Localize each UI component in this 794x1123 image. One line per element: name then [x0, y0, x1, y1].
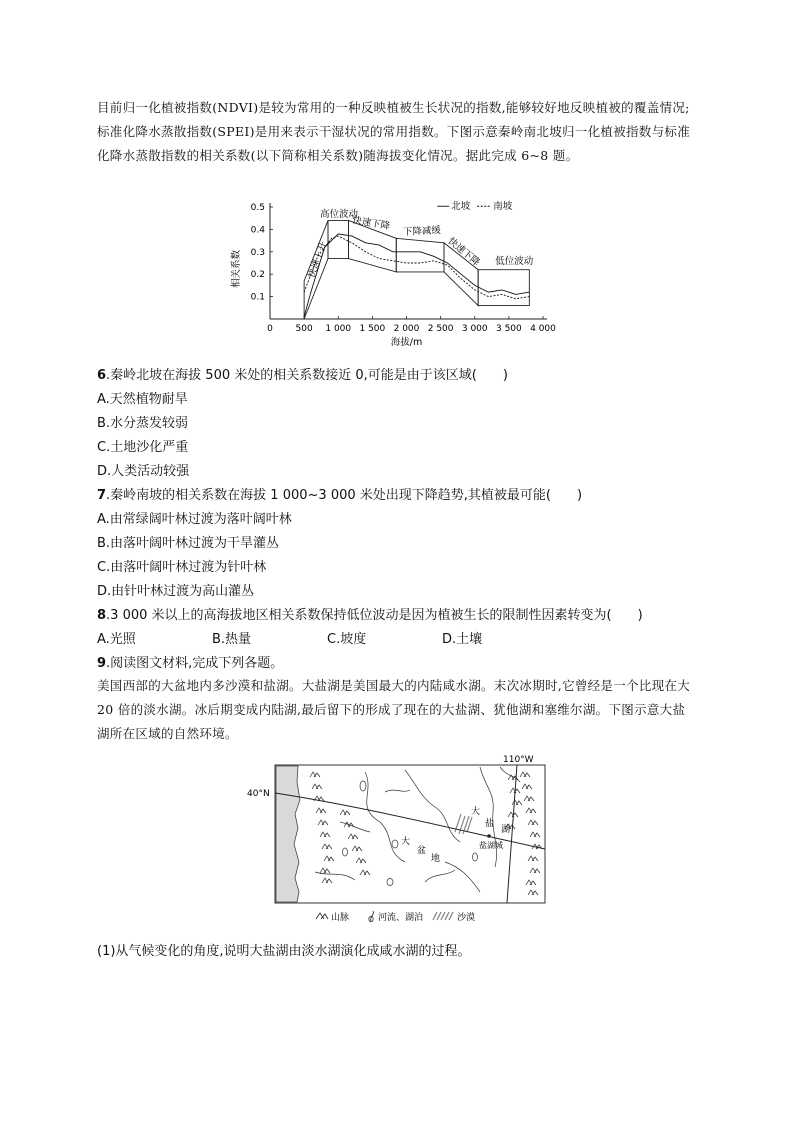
question-6 [97, 364, 508, 383]
city-label: 盐湖城 [479, 841, 503, 850]
annotation-high-fluctuation: 高位波动 [320, 209, 359, 221]
great-salt-lake-map [245, 752, 555, 924]
y-tick-label: 0.1 [250, 292, 265, 303]
stage-box [478, 270, 529, 306]
q8-option-a: A.光照 [97, 632, 136, 647]
y-tick-label: 0.3 [250, 247, 265, 258]
q6-option-a: A.天然植物耐旱 [97, 392, 188, 407]
lake-label-1: 大 [471, 807, 481, 817]
annotation-rapid-decline-2: 快速下降 [445, 235, 482, 269]
annotation-rapid-decline-1: 快速下降 [351, 214, 391, 233]
q8-options [97, 628, 617, 647]
q6-option-c: C.土地沙化严重 [97, 440, 189, 455]
stage-box [396, 238, 444, 272]
basin-label-3: 地 [431, 854, 441, 864]
legend-north-label: 北坡 [451, 201, 471, 213]
series-line-north [304, 234, 529, 317]
q9-material: 美国西部的大盆地内多沙漠和盐湖。大盐湖是美国最大的内陆咸水湖。末次冰期时,它曾经是一个比现在大 20 倍的淡水湖。冰后期变成内陆湖,最后留下的形成了现在的大盐湖、犹他湖和塞维尔湖。下图示意大盐湖所在区域的自然环境。 [97, 678, 691, 741]
question-number: 9 [97, 656, 107, 671]
latitude-label: 40°N [247, 789, 270, 799]
q6-option-d: D.人类活动较强 [97, 464, 190, 479]
question-text: .3 000 米以上的高海拔地区相关系数保持低位波动是因为植被生长的限制性因素转变为( ) [106, 608, 643, 623]
mountain-legend-icon [316, 913, 328, 919]
intro-paragraph: 目前归一化植被指数(NDVI)是较为常用的一种反映植被生长状况的指数,能够较好地反映植被的覆盖情况;标准化降水蒸散指数(SPEI)是用来表示干湿状况的常用指数。下图示意秦岭南北坡归一化植被指数与标准化降水蒸散指数的相关系数(以下简称相关系数)随海拔变化情况。据此完成 6~8 题。 [97, 100, 690, 163]
lake-label-3: 湖 [501, 825, 511, 835]
q8-option-b: B.热量 [212, 632, 252, 647]
q7-option-d: D.由针叶林过渡为高山灌丛 [97, 584, 255, 599]
basin-label-1: 大 [401, 837, 411, 847]
longitude-label: 110°W [503, 755, 534, 765]
x-tick-label: 1 000 [325, 324, 352, 334]
city-marker [487, 834, 491, 838]
x-tick-label: 0 [267, 324, 273, 334]
x-tick-label: 500 [295, 324, 313, 334]
legend-south-label: 南坡 [493, 201, 513, 213]
q8-option-d: D.土壤 [442, 632, 483, 647]
annotation-rapid-rise: 快速上升 [306, 240, 330, 280]
x-tick-label: 4 000 [530, 324, 556, 334]
annotation-low-fluctuation: 低位波动 [495, 256, 534, 268]
map-legend [316, 911, 475, 923]
desert-legend-icon [433, 912, 453, 920]
basin-label-2: 盆 [417, 846, 427, 856]
q9-sub-question-1: (1)从气候变化的角度,说明大盐湖由淡水湖演化成咸水湖的过程。 [97, 944, 471, 959]
question-text: .秦岭南坡的相关系数在海拔 1 000~3 000 米处出现下降趋势,其植被最可能( ) [106, 488, 583, 503]
y-axis-label: 相关系数 [231, 249, 242, 289]
correlation-chart [225, 195, 560, 355]
question-text: .秦岭北坡在海拔 500 米处的相关系数接近 0,可能是由于该区域( ) [106, 368, 508, 383]
question-number: 8 [97, 608, 107, 623]
y-tick-label: 0.5 [250, 203, 265, 213]
x-tick-label: 3 000 [461, 324, 488, 334]
x-tick-label: 1 500 [359, 324, 386, 334]
y-tick-label: 0.2 [250, 270, 265, 281]
y-tick-label: 0.4 [250, 225, 265, 236]
x-tick-label: 3 500 [495, 324, 522, 334]
q6-option-b: B.水分蒸发较弱 [97, 416, 189, 431]
question-text: .阅读图文材料,完成下列各题。 [106, 656, 284, 671]
q7-option-b: B.由落叶阔叶林过渡为干旱灌丛 [97, 536, 280, 551]
x-tick-label: 2 000 [393, 324, 420, 334]
legend-desert: 沙漠 [457, 913, 476, 923]
ocean [276, 766, 300, 902]
q7-option-a: A.由常绿阔叶林过渡为落叶阔叶林 [97, 512, 292, 527]
q8-option-c: C.坡度 [327, 632, 367, 647]
q7-option-c: C.由落叶阔叶林过渡为针叶林 [97, 560, 267, 575]
question-8 [97, 604, 643, 623]
legend-river-lake: 河流、湖泊 [378, 913, 424, 923]
lake-label-2: 盐 [485, 819, 495, 829]
x-axis-label: 海拔/m [390, 337, 423, 348]
legend-mountain: 山脉 [331, 913, 350, 923]
series-line-south [304, 236, 529, 299]
question-9 [97, 652, 283, 671]
question-7 [97, 484, 582, 503]
question-number: 7 [97, 488, 107, 503]
question-number: 6 [97, 368, 107, 383]
annotation-slow-decline: 下降减缓 [402, 225, 442, 238]
x-tick-label: 2 500 [427, 324, 454, 334]
